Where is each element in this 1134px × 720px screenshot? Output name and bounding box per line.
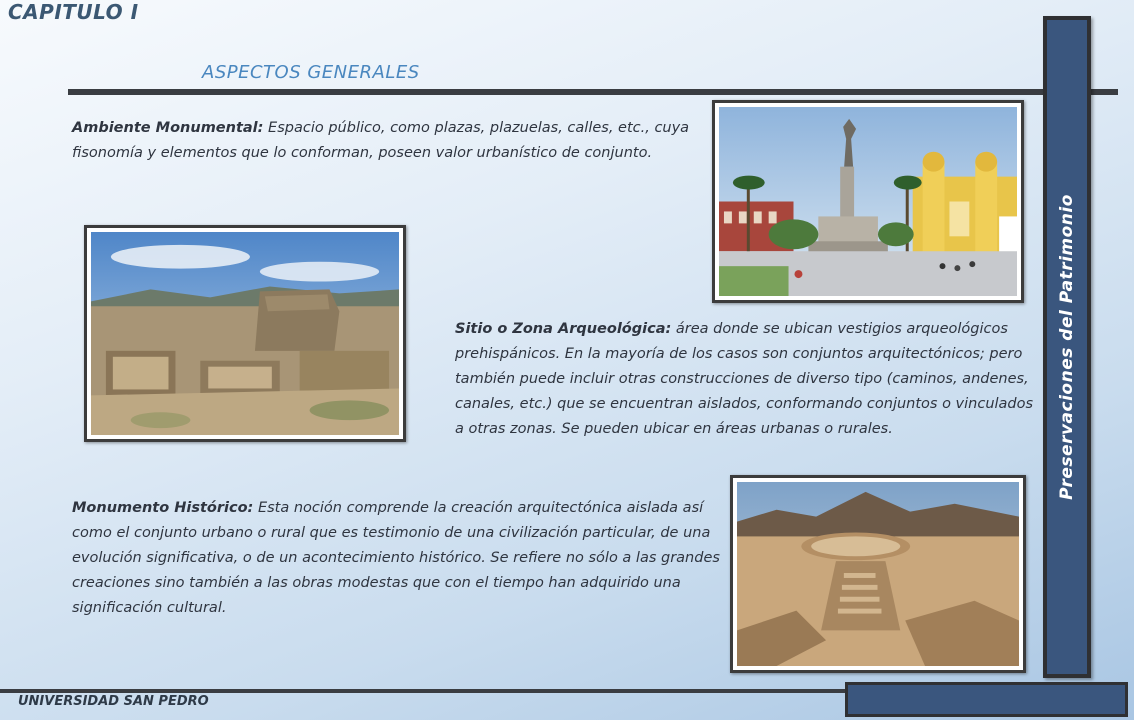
ambiente-monumental-paragraph bbox=[72, 116, 702, 166]
ambiente-term: Ambiente Monumental: bbox=[72, 120, 264, 136]
side-banner-title: Preservaciones del Patrimonio bbox=[1057, 194, 1078, 500]
footer-accent-box bbox=[845, 682, 1128, 717]
sitio-text: área donde se ubican vestigios arqueológicos prehispánicos. En la mayoría de los casos son conjuntos arquitectónicos; pero también puede incluir otras construcciones de diverso tipo (caminos, andenes, canales, etc.) que se encuentran aislados, conformando conjuntos o vinculados a otras zonas. Se pueden ubicar en áreas urbanas o rurales. bbox=[455, 321, 1034, 437]
chapter-title: CAPITULO I bbox=[8, 0, 139, 24]
monumento-historico-paragraph bbox=[72, 496, 732, 621]
footer-university: UNIVERSIDAD SAN PEDRO bbox=[18, 694, 209, 709]
footer-divider bbox=[0, 689, 845, 693]
sitio-term: Sitio o Zona Arqueológica: bbox=[455, 321, 672, 337]
sitio-arqueologico-paragraph bbox=[455, 317, 1040, 442]
ruins-photo bbox=[84, 225, 406, 442]
ambiente-text: Espacio público, como plazas, plazuelas, calles, etc., cuya fisonomía y elementos que lo conforman, poseen valor urbanístico de conjunto. bbox=[72, 120, 690, 161]
monumento-text: Esta noción comprende la creación arquitectónica aislada así como el conjunto urbano o rural que es testimonio de una civilización particular, de una evolución significativa, o de un acontecimiento histórico. Se refiere no sólo a las grandes creaciones sino también a las obras modestas que con el tiempo han adquirido una significación cultural. bbox=[72, 500, 720, 616]
side-banner-title-wrap bbox=[1047, 16, 1087, 678]
circular-ruins-photo bbox=[730, 475, 1026, 673]
plaza-photo bbox=[712, 100, 1024, 303]
header-divider bbox=[68, 89, 1118, 95]
monumento-term: Monumento Histórico: bbox=[72, 500, 254, 516]
section-title: ASPECTOS GENERALES bbox=[202, 62, 420, 83]
